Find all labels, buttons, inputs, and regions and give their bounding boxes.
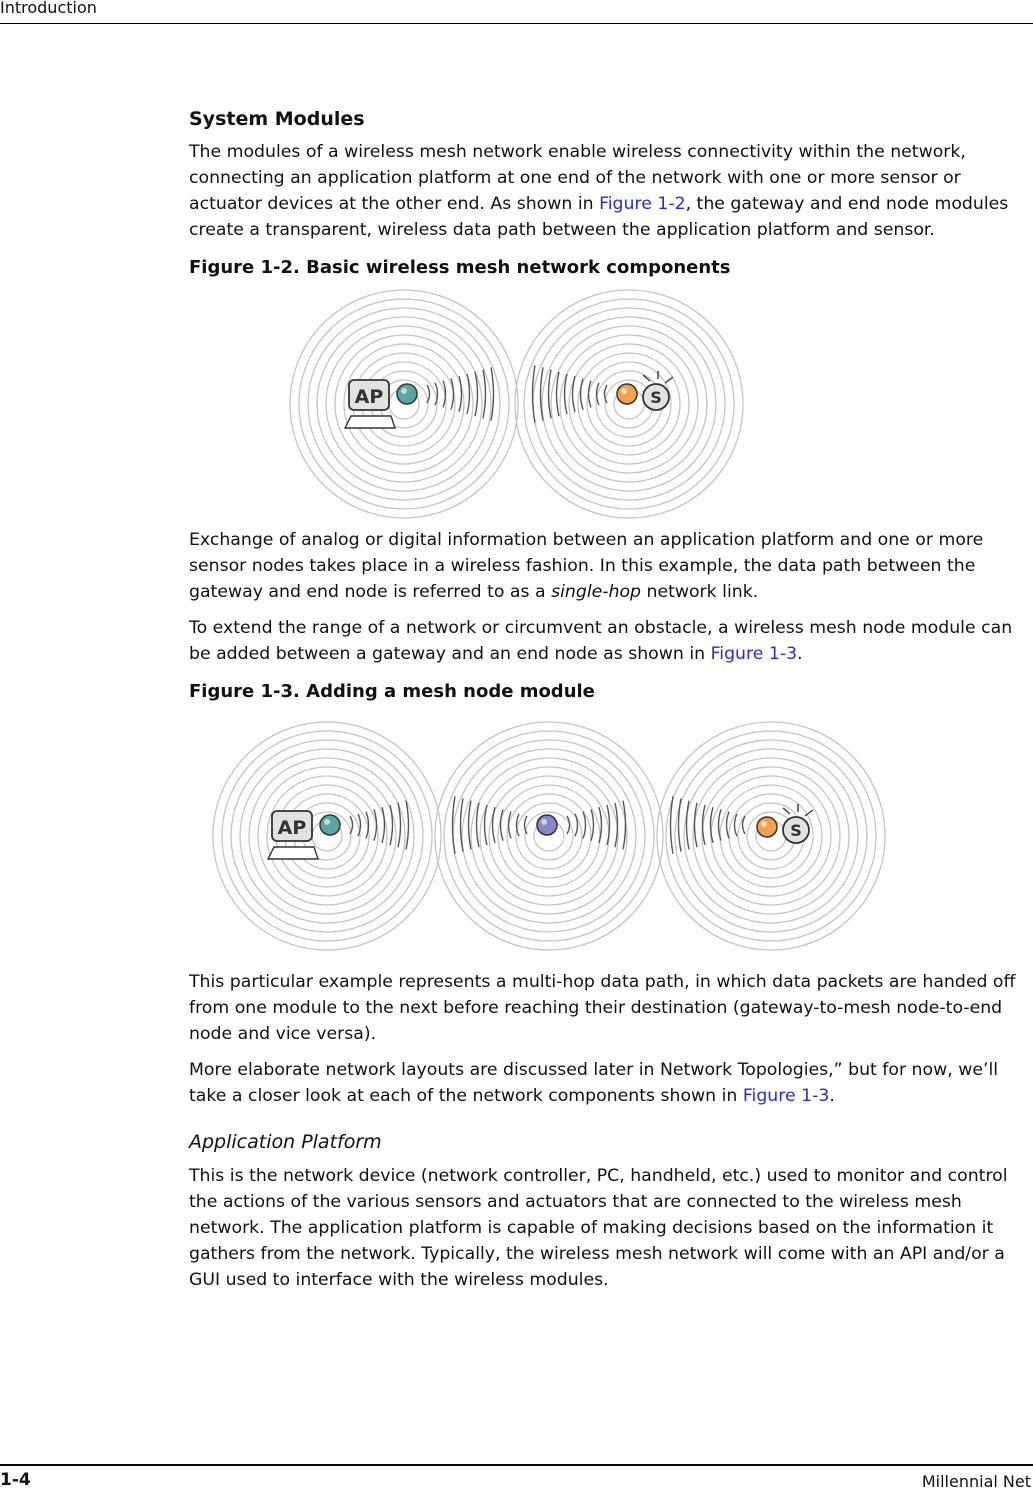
gateway-range-rings [213,722,441,950]
figure-1-2-caption: Figure 1-2. Basic wireless mesh network components [189,257,731,278]
paragraph-2: Exchange of analog or digital information between an application platform and one or more sensor nodes takes place in a wireless fashion. In this example, the data path between the gateway and end node is referred to as a single-hop network link. [189,530,984,602]
running-header [0,0,1033,24]
page-content [189,108,1031,1303]
paragraph-5: More elaborate network layouts are discussed later in Network Topologies,” but for now, we’ll take a closer look at each of the network components shown in Figure 1-3. [189,1060,999,1106]
page-number: 1-4 [0,1470,31,1490]
figure-1-3-link[interactable]: Figure 1-3 [710,644,798,664]
company-name: Millennial Net [921,1472,1031,1491]
paragraph-6: This is the network device (network controller, PC, handheld, etc.) used to monitor and control the actions of the various sensors and actuators that are connected to the wireless mesh network. The application platform is capable of making decisions based on the information it gathers from the network. Typically, the wireless mesh network will come with an API and/or a GUI used to interface with the wireless modules. [189,1166,1008,1290]
paragraph-4: This particular example represents a multi-hop data path, in which data packets are handed off from one module to the next before reaching their destination (gateway-to-mesh node-to-end node and vice versa). [189,972,1016,1044]
end-node [617,384,637,404]
figure-1-2-link[interactable]: Figure 1-2 [599,194,686,214]
gateway-node [397,384,417,404]
end-node-signal-waves [671,796,746,854]
keyboard-icon [345,416,395,428]
figure-1-3-caption: Figure 1-3. Adding a mesh node module [189,681,595,702]
section-heading: System Modules [189,108,365,130]
mesh-node [537,815,557,835]
subsection-heading: Application Platform [189,1131,382,1153]
header-title: Introduction [0,0,97,17]
ap-label: AP [354,386,384,408]
application-platform-icon [268,811,318,859]
paragraph-3: To extend the range of a network or circumvent an obstacle, a wireless mesh node module can be added between a gateway and an end node as shown in Figure 1-3. [189,618,1013,664]
running-footer [0,1464,1033,1491]
keyboard-icon [268,847,318,859]
mesh-diagram-single-hop [189,282,1031,527]
sensor-icon [783,804,813,843]
figure-1-3-diagram [189,706,1031,969]
end-node [757,817,777,837]
sensor-label: S [790,821,802,840]
gateway-signal-waves [427,367,494,420]
sensor-label: S [650,388,662,407]
figure-1-3-link-2[interactable]: Figure 1-3 [742,1086,830,1106]
application-platform-icon [345,380,395,428]
paragraph-1: The modules of a wireless mesh network enable wireless connectivity within the network, connecting an application platform at one end of the network with one or more sensor or actuator devices at the other end. As shown in Figure 1-2, the gateway and end node modules create a transparent, wireless data path between the application platform and sensor. [189,142,1009,240]
gateway-node [320,815,340,835]
figure-1-2-diagram [189,282,1031,527]
ap-label: AP [277,817,307,839]
mesh-diagram-multi-hop [189,706,1031,969]
